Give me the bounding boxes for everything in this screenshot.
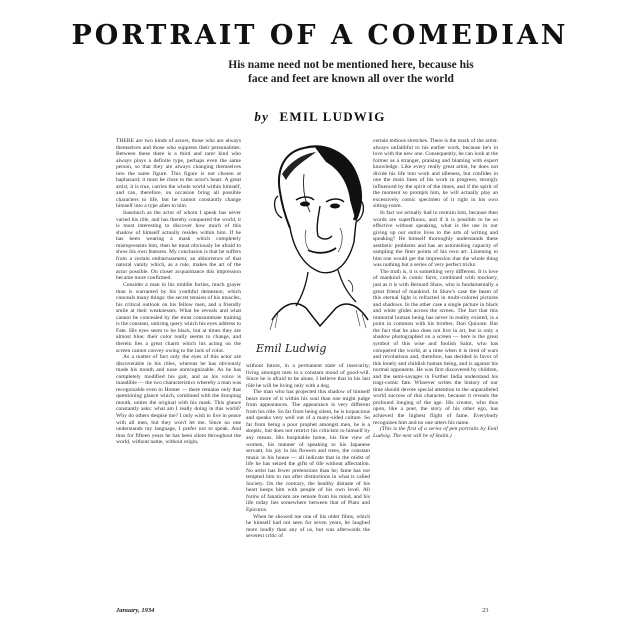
comedian-portrait-illustration — [244, 130, 374, 360]
paragraph: As a matter of fact only the eyes of this actor are discoverable in his rôles, whereas he has obviously made his mouth and nose unrecognizable. As he has completely modified his gait, and as his voice is inaudible — the two characteristics whereby a man was recognizable even in Homer — there remains only that questioning glance which, combined with the drooping mouth, unites the original with his mask. This glance constantly asks: what am I really doing in this world? Why do others despise me? I only wish to live in peace with all men, but they won't let me. Since no one understands my language, I prefer not to speak. And thus for fifteen years he has been silent throughout the world, without name, without origin, — [116, 354, 241, 446]
series-note: (This is the first of a series of pen portraits by Emil Ludwig. The next will be of Stalin.) — [373, 426, 498, 439]
paragraph: certain tedious stretches. There is the mark of the artist: always unfaithful to his earlier work, because he's in love with the new one. Consequently, he can look at the former as a stranger, praising and blaming with expert knowledge. Like every really great artist, he does not divide his life into work and idleness, but confides in one the main lines of his work in progress, strongly influenced by the spirit of the times, and if the spirit of the moment so prompts him, he will actually play an excessively comic specimen of it right in his own sitting-room. — [373, 138, 498, 210]
paragraph: In fact we actually had to restrain him, because then words are superfluous, and if it is possible to be so effective without speaking, what is the use in our giving up our entire lives to the arts of writing and speaking? He himself thoroughly understands these aesthetic problems and has an astonishing capacity of sampling the finer points of his own art. Listening to him one would get the impression that the whole thing was nothing but a series of very perfect tricks. — [373, 210, 498, 269]
paragraph: When he showed me one of his older films, which he himself had not seen for seven years, he laughed more loudly than any of us, but was afterwards the severest critic of — [246, 513, 370, 540]
artist-signature: Emil Ludwig — [256, 342, 327, 355]
paragraph: Consider a man in his middle forties, much grayer than is warranted by his youthful demeanor, which conceals many things: the secret tension of his muscles, his critical outlook on his fellow men, and a friendly smile at their weaknesses. What he reveals and what cannot be concealed by the most consummate training is the constant, untiring query which his eyes address to Fate. His eyes seem to be black, but at times they are almost blue; their color really seems to change, and therein lies a great charm which his acting on the screen cannot convey owing to the lack of color. — [116, 282, 241, 354]
paragraph: The man who has projected this shadow of himself bears more of it within his soul than one might judge from appearances. The appearance is very different from his rôle. So far from being silent, he is loquacious and speaks very well out of a many-sided culture. So far from being a poor prophet amongst men, he is a skeptic, but does not restrict his criticism to himself by any means. His hospitable home, his fine view of women, his manner of speaking to his Japanese servant, his joy in his flowers and trees, the constant music in his house — all indicate that in the midst of life he has seized the gifts of life without affectation. No artist has fewer pretensions than he; fame has not tempted him to run after distinctions in what is called Society. On the contrary, the healthy distaste of his heart keeps him with people of his own level. All forms of fanaticism are remote from his mind, and his life today lies somewhere between that of Plato and Epicurus. — [246, 389, 370, 514]
page-number: 23 — [482, 607, 489, 614]
footer-date: January, 1934 — [116, 607, 155, 614]
article-subtitle: His name need not be mentioned here, because his face and feet are known all over the world — [228, 59, 474, 85]
paragraph: without future, in a permanent state of insecurity, living amongst men in a constant mood of good-will. Since he is afraid to be alone, I believe that in his last rôle he will be living only with a dog. — [246, 363, 370, 389]
paragraph: THERE are two kinds of actors, those who are always themselves and those who suppress their personalities. Between these there is a third and rarer kind who always plays a definite type, perhaps even the same person, so that they are always changing themselves into the same figure. This figure is not chosen at haphazard; it must be close to the actor's heart. A great artist, it is true, carries the whole world within himself, and can, therefore, on occasion bring all possible characters to life, but he cannot constantly change himself into a type alien to him. — [116, 138, 241, 210]
byline — [0, 109, 640, 125]
text-column-middle — [246, 363, 370, 603]
paragraph: Inasmuch as the actor of whom I speak has never varied his rôle, and has thereby conquered the world, it is most interesting to discover how much of this shadow of himself actually resides within him. If he has been wearing a mask which completely misrepresents him, then he must obviously be afraid to show his own features. My conclusion is that he suffers from a certain embarrassment, an abhorrence of that natural vanity which, as a rule, makes the art of the actor possible. On closer acquaintance this impression became more confirmed. — [116, 210, 241, 282]
page-title: PORTRAIT OF A COMEDIAN — [71, 20, 569, 51]
text-column-right — [373, 138, 498, 583]
author-name: EMIL LUDWIG — [279, 109, 386, 124]
byline-prefix: by — [254, 109, 270, 124]
text-column-left — [116, 138, 241, 583]
paragraph: The truth is, it is something very different. It is love of mankind in comic form, combined with mockery, just as it is with Bernard Shaw, who is fundamentally a great friend of mankind. In Shaw's case the beam of this eternal light is refracted in multi-colored pictures and shadows. In the other case a single picture in black and white glides across the screen. The fact that this immortal human being has never in reality existed, is a point in common with his brother, Don Quixote. But the fact that he also does not live in art, but is only a shadow photographed on a screen — here is the great symbol of this wise and foolish Saint, who has conquered the world, at a time when it is tired of wars and revolutions and, therefore, has decided in favor of this lonely and childish human being, and is against his normal opponents. He was first discovered by children, and the semi-savages in Further India understand his tragi-comic fate. Whoever writes the history of our time should devote special attention to the unparalleled world success of this character, because it reveals the profound longing of the age. His creator, who thus upon, like a poet, the story of his other ego, has achieved the highest flight of fame. Everybody recognizes him and no one utters his name. — [373, 268, 498, 426]
